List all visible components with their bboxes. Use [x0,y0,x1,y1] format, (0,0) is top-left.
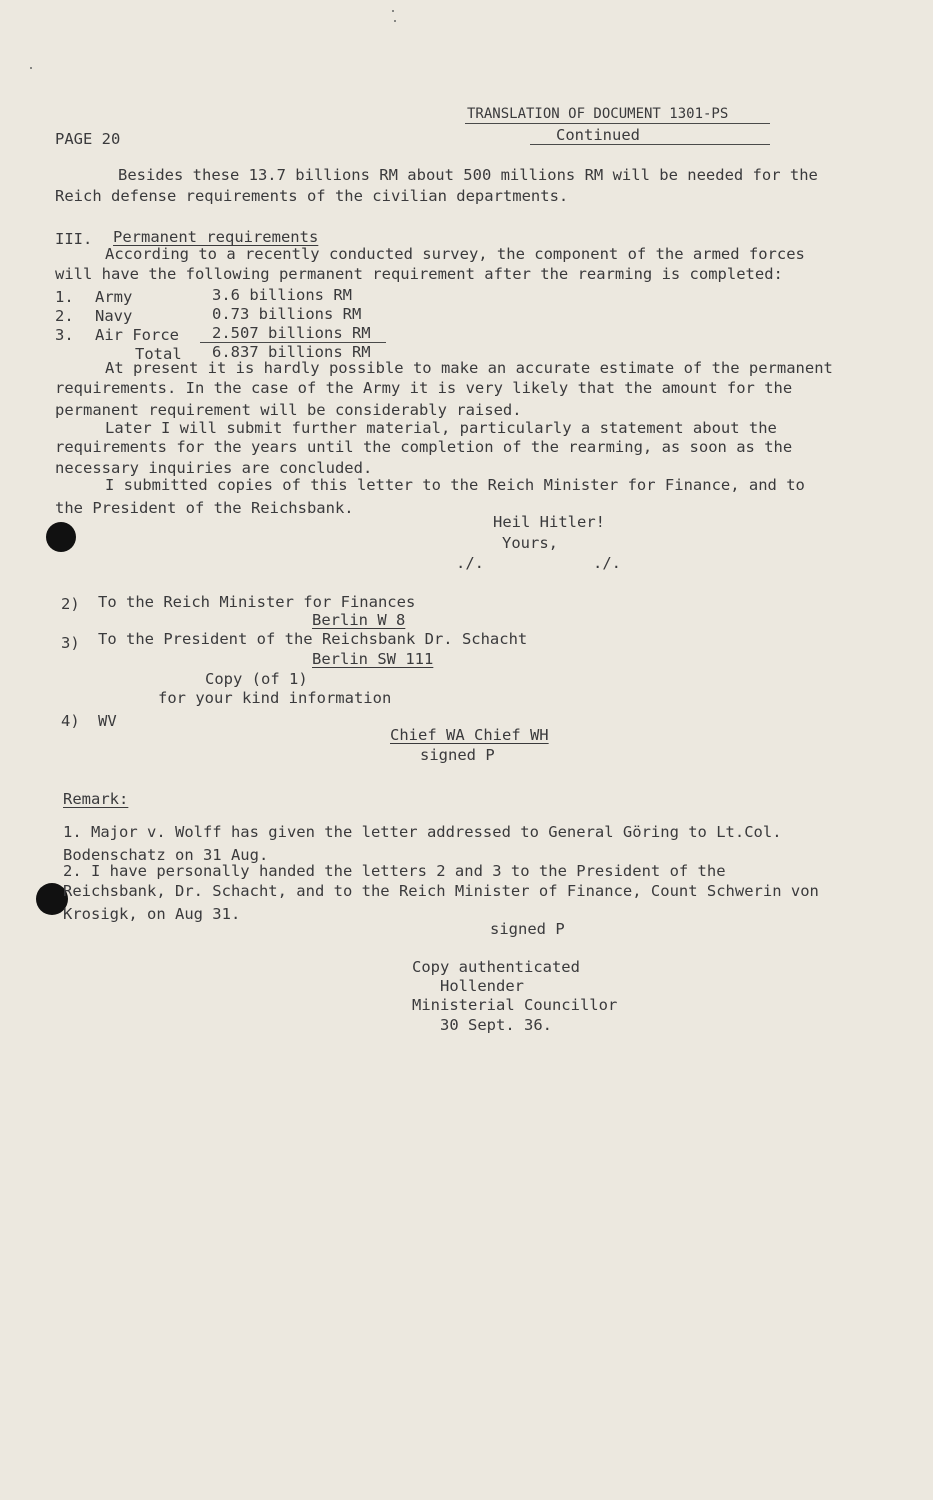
dist-address: Berlin W 8 [312,611,406,629]
section-heading: Permanent requirements [113,228,319,246]
body-line: requirements for the years until the completion of the rearming, as soon as the [55,438,793,456]
auth-line: 30 Sept. 36. [440,1016,552,1034]
copy-note: Copy (of 1) [205,670,308,688]
item-number: 1. [55,288,74,306]
total-label: Total [135,345,182,363]
section-number: III. [55,230,93,248]
body-line: necessary inquiries are concluded. [55,459,373,477]
auth-line: Copy authenticated [412,958,580,976]
dist-recipient: To the President of the Reichsbank Dr. Schacht [98,630,528,648]
remark-signed: signed P [490,920,565,938]
dist-number: 3) [61,634,80,652]
item-label: Air Force [95,326,179,344]
document-title: TRANSLATION OF DOCUMENT 1301-PS [467,106,729,122]
remark-line: 2. I have personally handed the letters 2 and 3 to the President of the [63,862,726,880]
yours: Yours, [502,534,558,552]
body-line: At present it is hardly possible to make an accurate estimate of the permanent [105,359,833,377]
speck [30,67,32,69]
body-line: Later I will submit further material, particularly a statement about the [105,419,777,437]
dist-number: 4) [61,712,80,730]
intro-line: Reich defense requirements of the civilian departments. [55,187,569,205]
item-value: 3.6 billions RM [212,286,352,304]
signature-mark: ./. [456,554,484,572]
intro-line: Besides these 13.7 billions RM about 500 millions RM will be needed for the [118,166,818,184]
remark-line: 1. Major v. Wolff has given the letter addressed to General Göring to Lt.Col. [63,823,782,841]
signed-line: signed P [420,746,495,764]
section-line: will have the following permanent requirement after the rearming is completed: [55,265,783,283]
chief-signature: Chief WA Chief WH [390,726,549,744]
item-value: 0.73 billions RM [212,305,362,323]
item-label: Navy [95,307,133,325]
body-line: permanent requirement will be considerably raised. [55,401,522,419]
body-line: the President of the Reichsbank. [55,499,354,517]
dist-recipient: To the Reich Minister for Finances [98,593,416,611]
section-line: According to a recently conducted survey, the component of the armed forces [105,245,805,263]
speck [394,20,396,22]
info-note: for your kind information [158,689,392,707]
continued-label: Continued [556,126,640,144]
dist-recipient: WV [98,712,117,730]
punch-hole-top [46,522,76,552]
title-rule [465,123,770,124]
item-label: Army [95,288,133,306]
remark-heading: Remark: [63,790,129,808]
item-number: 3. [55,326,74,344]
auth-line: Ministerial Councillor [412,996,618,1014]
remark-line: Krosigk, on Aug 31. [63,905,241,923]
remark-line: Reichsbank, Dr. Schacht, and to the Reich Minister of Finance, Count Schwerin von [63,882,819,900]
remark-line: Bodenschatz on 31 Aug. [63,846,269,864]
signature-mark: ./. [593,554,621,572]
dist-number: 2) [61,595,80,613]
item-number: 2. [55,307,74,325]
auth-line: Hollender [440,977,524,995]
continued-rule [530,144,770,145]
salutation: Heil Hitler! [493,513,605,531]
page-number: PAGE 20 [55,130,121,148]
body-line: requirements. In the case of the Army it is very likely that the amount for the [55,379,793,397]
body-line: I submitted copies of this letter to the Reich Minister for Finance, and to [105,476,805,494]
speck [392,10,394,12]
total-value: 6.837 billions RM [212,343,371,361]
item-value: 2.507 billions RM [212,324,371,342]
dist-address: Berlin SW 111 [312,650,434,668]
